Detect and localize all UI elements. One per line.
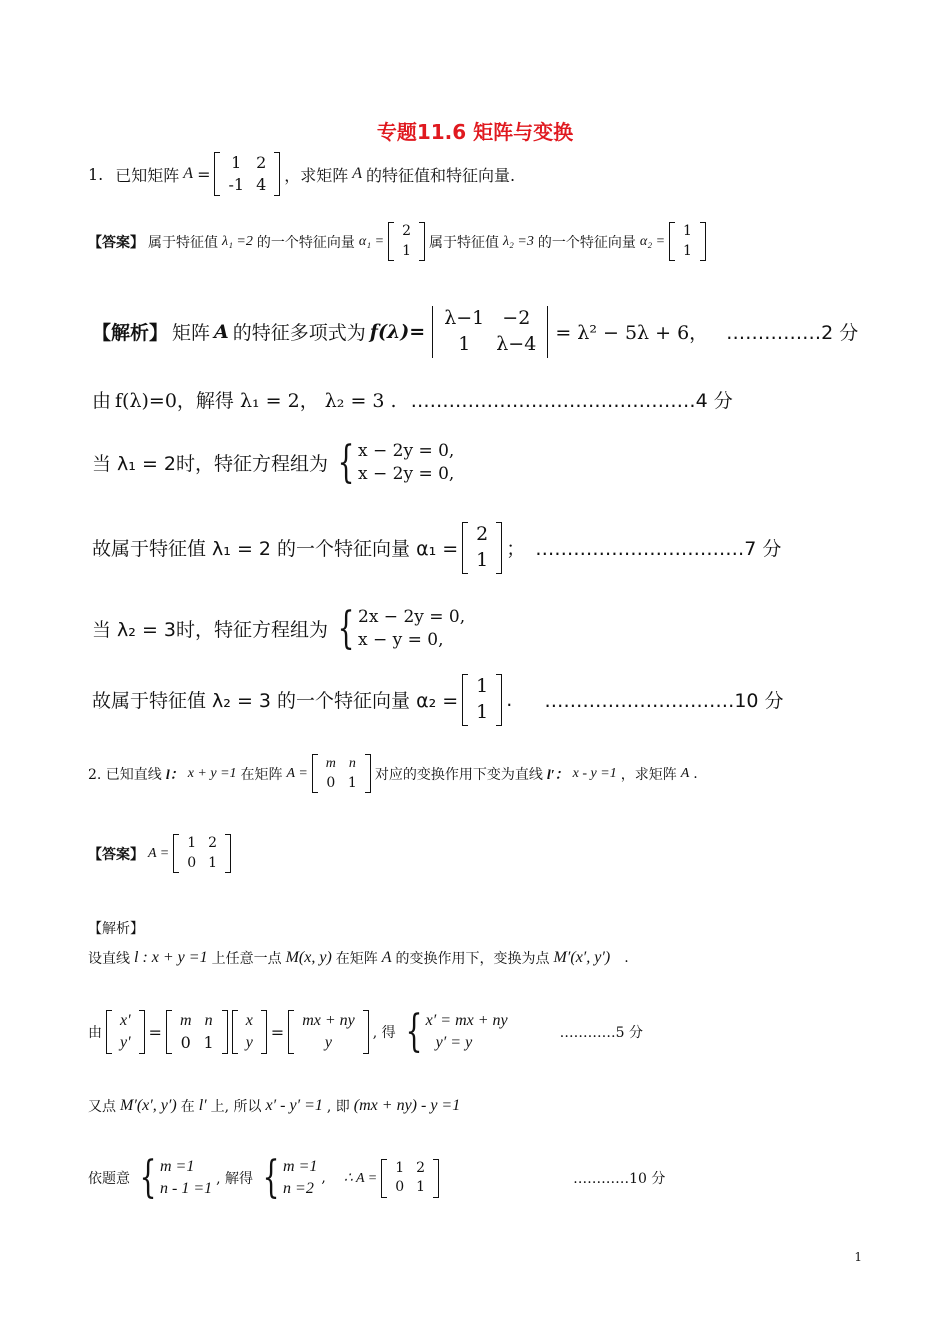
q1-answer: 【答案】 属于特征值 λ₁ =2 的一个特征向量 α₁ = 2 1 属于特征值 λ₂ =3 的一个特征向量 α₂ = 1 1 <box>88 222 706 261</box>
eigenvector-2: 1 1 <box>462 674 502 726</box>
q2-solution-line-2: 由 x' y' = m n 0 1 x y = mx + ny y , 得 { x′ = mx + ny y′ = y …………5 分 <box>88 1006 643 1057</box>
q2-solution-line-1: 设直线 l : x + y =1 上任意一点 M(x, y) 在矩阵 A 的变换作用下，变换为点 M′(x′, y′) . <box>88 949 629 967</box>
q2-solution-line-3: 又点 M′(x′, y′) 在 l′ 上, 所以 x′ - y′ =1 , 即 (mx + ny) - y =1 <box>88 1097 461 1115</box>
q1-solution-line-3: 当 λ₁ = 2时，特征方程组为 { x − 2y = 0, x − 2y = 0, <box>92 436 455 488</box>
solution-tag: 【解析】 <box>92 322 169 345</box>
equation-system-2: { 2x − 2y = 0, x − y = 0, <box>337 602 466 654</box>
q1-solution-line-5: 当 λ₂ = 3时，特征方程组为 { 2x − 2y = 0, x − y = 0, <box>92 602 466 654</box>
q1-solution-line-1: 【解析】 矩阵 A 的特征多项式为 f(λ)= λ−1 −2 1 λ−4 = λ² − 5λ + 6， ……………2 分 <box>92 306 858 358</box>
page-number: 1 <box>854 1250 862 1264</box>
answer-vector-2: 1 1 <box>669 222 706 261</box>
q2-solution-tag: 【解析】 <box>88 921 144 937</box>
q2-answer-matrix: 1 2 0 1 <box>173 834 231 873</box>
q2-solution-line-4: 依题意 { m =1 n - 1 =1 , 解得 { m =1 n =2 , ∴ A = 1 2 0 1 …………10 分 <box>88 1152 666 1203</box>
answer-vector-1: 2 1 <box>388 222 425 261</box>
q2-statement: 2. 已知直线 l： x + y =1 在矩阵 A = m n 0 1 对应的变换作用下变为直线 l′： x - y =1 ，求矩阵 A . <box>88 754 698 793</box>
q1-solution-line-2: 由 f(λ)=0，解得 λ₁ = 2， λ₂ = 3 . ………………………………………4 分 <box>92 390 733 412</box>
q1-solution-line-6: 故属于特征值 λ₂ = 3 的一个特征向量 α₂ = 1 1 . …………………………10 分 <box>92 674 784 726</box>
answer-tag: 【答案】 <box>88 234 144 251</box>
q1-number: 1. <box>88 164 104 184</box>
page-title: 专题11.6 矩阵与变换 <box>376 120 574 144</box>
equation-system-1: { x − 2y = 0, x − 2y = 0, <box>337 436 455 488</box>
answer-tag: 【答案】 <box>88 846 144 863</box>
characteristic-determinant: λ−1 −2 1 λ−4 <box>429 306 551 358</box>
q2-answer: 【答案】 A = 1 2 0 1 <box>88 834 231 873</box>
q1-matrix: 1 2 -1 4 <box>214 152 280 196</box>
q2-matrix: m n 0 1 <box>312 754 371 793</box>
q1-statement: 1. 已知矩阵 A = 1 2 -1 4 ，求矩阵 A 的特征值和特征向量. <box>88 153 516 194</box>
q1-solution-line-4: 故属于特征值 λ₁ = 2 的一个特征向量 α₁ = 2 1 ； ……………………………7 分 <box>92 522 781 574</box>
eigenvector-1: 2 1 <box>462 522 502 574</box>
